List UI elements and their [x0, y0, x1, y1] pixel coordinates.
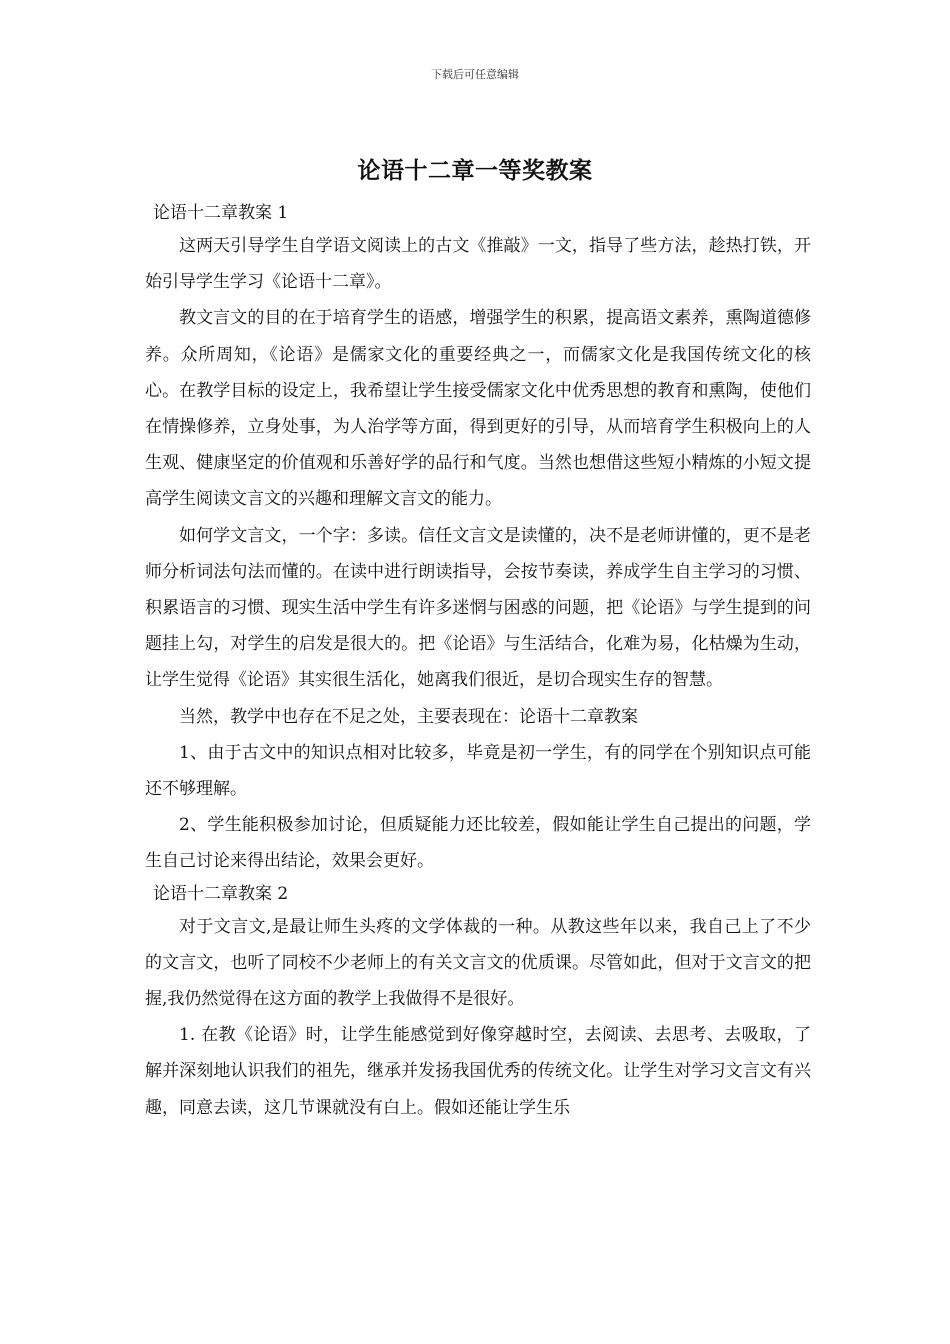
paragraph: 2、学生能积极参加讨论，但质疑能力还比较差，假如能让学生自己提出的问题，学生自己讨论来得出结论，效果会更好。	[145, 815, 811, 872]
paragraph: 如何学文言文，一个字：多读。信任文言文是读懂的，决不是老师讲懂的，更不是老师分析词法句法而懂的。在读中进行朗读指导，会按节奏读，养成学生自主学习的习惯、积累语言的习惯、现实生活中学生有许多迷惘与困惑的问题，把《论语》与学生提到的问题挂上勾，对学生的启发是很大的。把《论语》与生活结合，化难为易，化枯燥为生动，让学生觉得《论语》其实很生活化，她离我们很近，是切合现实生存的智慧。	[145, 525, 811, 691]
section-heading-2: 论语十二章教案 2	[153, 883, 289, 904]
paragraph: 这两天引导学生自学语文阅读上的古文《推敲》一文，指导了些方法，趁热打铁，开始引导学生学习《论语十二章》。	[145, 236, 811, 293]
document-title: 论语十二章一等奖教案	[357, 157, 593, 184]
paragraph: 对于文言文,是最让师生头疼的文学体裁的一种。从教这些年以来，我自己上了不少的文言文，也听了同校不少老师上的有关文言文的优质课。尽管如此，但对于文言文的把握,我仍然觉得在这方面的教学上我做得不是很好。	[145, 916, 811, 1010]
page-header: 下载后可任意编辑	[431, 68, 519, 81]
paragraph: 1、由于古文中的知识点相对比较多，毕竟是初一学生，有的同学在个别知识点可能还不够理解。	[145, 742, 811, 800]
section-heading-1: 论语十二章教案 1	[153, 203, 289, 223]
paragraph: 当然，教学中也存在不足之处，主要表现在：论语十二章教案	[179, 706, 638, 727]
paragraph: 1. 在教《论语》时，让学生能感觉到好像穿越时空，去阅读、去思考、去吸取，了解并深刻地认识我们的祖先，继承并发扬我国优秀的传统文化。让学生对学习文言文有兴趣，同意去读，这几节课就没有白上。假如还能让学生乐	[145, 1025, 811, 1118]
document-body	[145, 199, 811, 1126]
paragraph: 教文言文的目的在于培育学生的语感，增强学生的积累，提高语文素养，熏陶道德修养。众所周知，《论语》是儒家文化的重要经典之一，而儒家文化是我国传统文化的核心。在教学目标的设定上，我希望让学生接受儒家文化中优秀思想的教育和熏陶，使他们在情操修养，立身处事，为人治学等方面，得到更好的引导，从而培育学生积极向上的人生观、健康坚定的价值观和乐善好学的品行和气度。当然也想借这些短小精炼的小短文提高学生阅读文言文的兴趣和理解文言文的能力。	[145, 308, 811, 510]
